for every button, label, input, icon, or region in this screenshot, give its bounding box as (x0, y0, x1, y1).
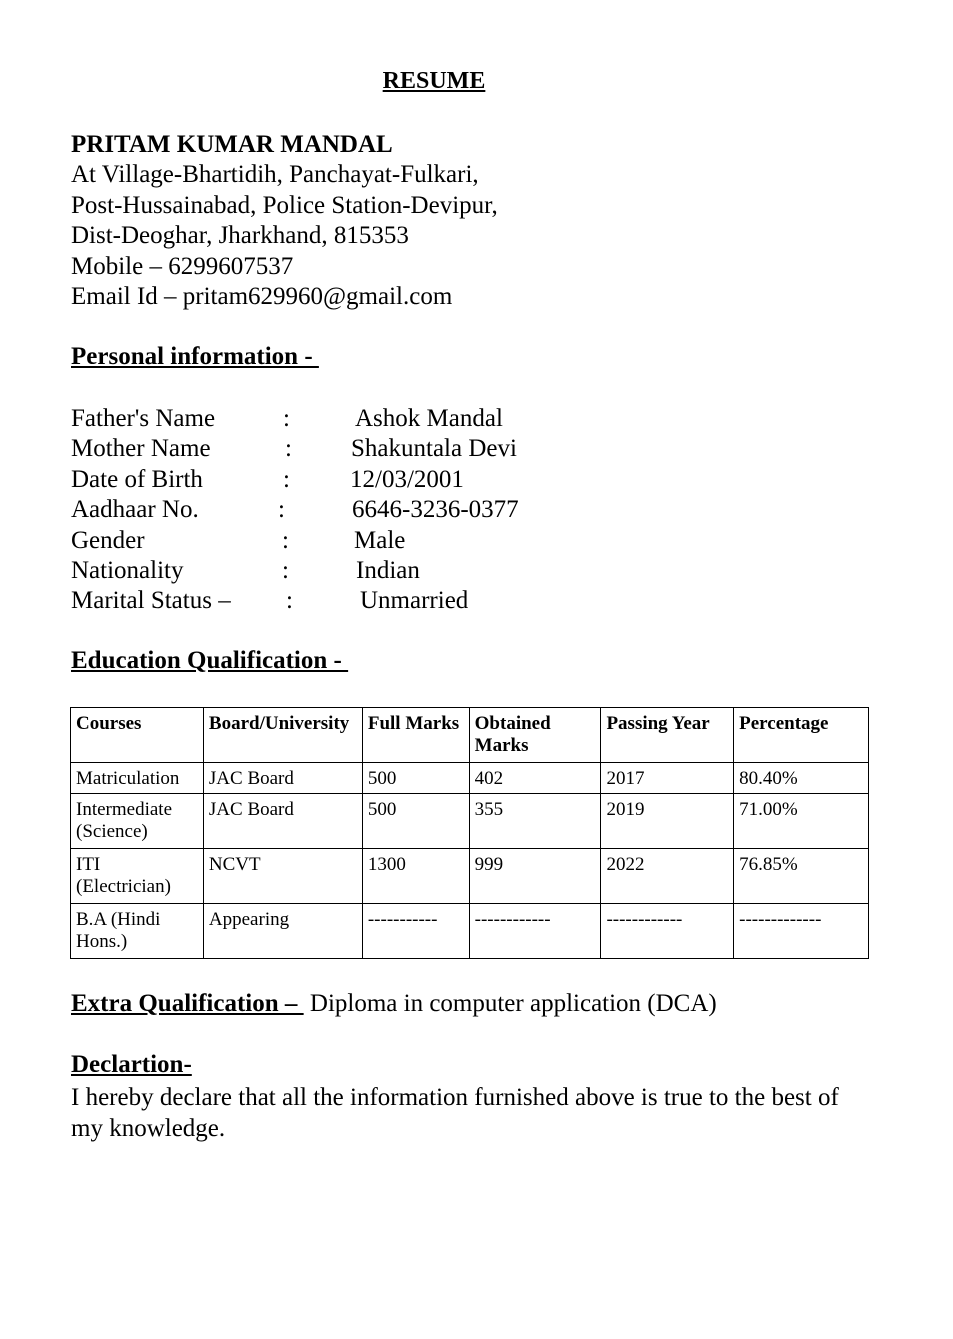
table-cell: 80.40% (734, 763, 869, 794)
declaration-text: I hereby declare that all the information furnished above is true to the best of my knowledge. (71, 1084, 839, 1142)
contact-block (71, 130, 498, 312)
info-label: Gender (71, 526, 145, 554)
column-header: Board/University (203, 708, 362, 763)
table-cell: Matriculation (71, 763, 204, 794)
table-cell: 76.85% (734, 849, 869, 904)
table-cell: JAC Board (203, 763, 362, 794)
table-cell: ----------- (362, 904, 469, 959)
declaration-heading: Declartion- (71, 1051, 192, 1078)
table-cell: 2017 (601, 763, 734, 794)
info-value: Male (354, 526, 406, 554)
info-value: Indian (356, 556, 420, 584)
table-cell: 402 (469, 763, 601, 794)
table-cell: JAC Board (203, 794, 362, 849)
table-cell: 71.00% (734, 794, 869, 849)
education-table (70, 707, 869, 959)
info-label: Father's Name (71, 405, 216, 432)
table-cell: ITI (Electrician) (71, 849, 204, 904)
extra-qualification (71, 990, 717, 1018)
candidate-name: PRITAM KUMAR MANDAL (71, 131, 393, 158)
column-header: Full Marks (362, 708, 469, 763)
column-header: Percentage (734, 708, 869, 763)
info-separator: : (278, 496, 285, 524)
info-value: Unmarried (360, 587, 469, 615)
mobile-line: Mobile – 6299607537 (71, 252, 294, 280)
info-separator: : (285, 435, 292, 463)
table-cell: 500 (362, 794, 469, 849)
email-line: Email Id – pritam629960@gmail.com (71, 283, 453, 311)
table-row (71, 849, 869, 904)
address-line-1: At Village-Bhartidih, Panchayat-Fulkari, (71, 161, 479, 189)
table-cell: Appearing (203, 904, 362, 959)
info-value: 12/03/2001 (350, 465, 464, 493)
table-row (71, 904, 869, 959)
info-separator: : (286, 587, 293, 615)
table-cell: NCVT (203, 849, 362, 904)
extra-qualification-value: Diploma in computer application (DCA) (303, 990, 717, 1017)
column-header: Obtained Marks (469, 708, 601, 763)
table-cell: ------------- (734, 904, 869, 959)
address-line-3: Dist-Deoghar, Jharkhand, 815353 (71, 222, 409, 250)
table-cell: 999 (469, 849, 601, 904)
table-cell: 355 (469, 794, 601, 849)
info-value: Ashok Mandal (355, 405, 503, 432)
table-cell: 2022 (601, 849, 734, 904)
table-cell: ------------ (469, 904, 601, 959)
table-cell: Intermediate (Science) (71, 794, 204, 849)
address-line-2: Post-Hussainabad, Police Station-Devipur, (71, 191, 498, 219)
column-header: Passing Year (601, 708, 734, 763)
info-separator: : (282, 556, 289, 584)
column-header: Courses (71, 708, 204, 763)
info-value: 6646-3236-0377 (352, 496, 519, 524)
education-heading: Education Qualification - (71, 647, 349, 674)
table-cell: 500 (362, 763, 469, 794)
document-title: RESUME (382, 68, 486, 94)
extra-qualification-heading: Extra Qualification – (71, 990, 304, 1017)
info-separator: : (283, 465, 290, 493)
info-separator: : (283, 405, 290, 432)
info-label: Mother Name (71, 435, 211, 463)
table-cell: ------------ (601, 904, 734, 959)
table-header-row (71, 708, 869, 763)
info-value: Shakuntala Devi (351, 435, 517, 463)
table-row (71, 794, 869, 849)
info-label: Nationality (71, 556, 184, 584)
info-label: Date of Birth (71, 465, 203, 493)
info-label: Aadhaar No. (71, 496, 199, 524)
info-label: Marital Status – (71, 587, 231, 615)
personal-info-heading: Personal information - (71, 343, 319, 370)
table-cell: B.A (Hindi Hons.) (71, 904, 204, 959)
table-row (71, 763, 869, 794)
info-separator: : (282, 526, 289, 554)
table-cell: 1300 (362, 849, 469, 904)
table-cell: 2019 (601, 794, 734, 849)
